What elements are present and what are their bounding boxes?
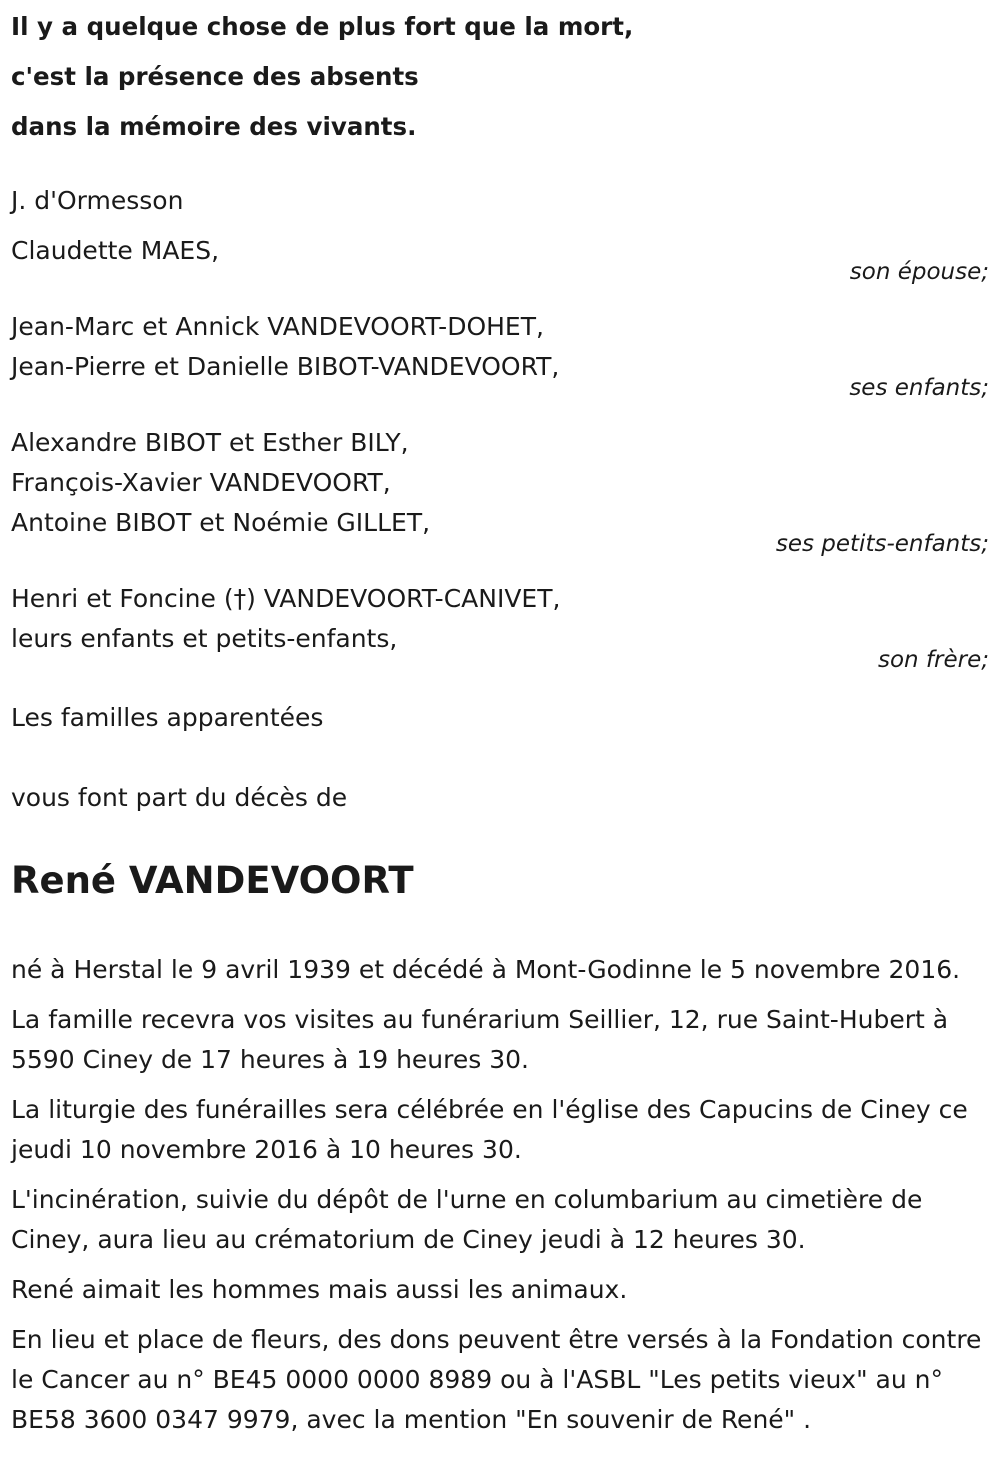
quote-line: c'est la présence des absents [11,62,419,91]
opening-quote [11,2,991,152]
family-member-line: Henri et Foncine (†) VANDEVOORT-CANIVET, [11,584,561,613]
family-member-line: Antoine BIBOT et Noémie GILLET, [11,508,431,537]
relationship-label: son frère; [877,647,989,673]
birth-death-details: né à Herstal le 9 avril 1939 et décédé à Mont-Godinne le 5 novembre 2016. [11,955,961,984]
family-member-line: Alexandre BIBOT et Esther BILY, [11,428,409,457]
funeral-liturgy-details: La liturgie des funérailles sera célébrée en l'église des Capucins de Ciney ce jeudi 10 novembre 2016 à 10 heures 30. [11,1095,968,1164]
family-group-spouse [11,231,991,285]
family-group-children [11,307,991,401]
family-group-grandchildren [11,423,991,557]
relationship-label: son épouse; [849,259,989,285]
quote-line: dans la mémoire des vivants. [11,112,417,141]
quote-line: Il y a quelque chose de plus fort que la mort, [11,12,634,41]
family-group-relatives [11,698,991,738]
family-member-line: François-Xavier VANDEVOORT, [11,468,391,497]
family-member-line: Les familles apparentées [11,703,324,732]
announcement-text: vous font part du décès de [11,783,348,812]
quote-author: J. d'Ormesson [11,186,184,215]
family-member-line: Jean-Pierre et Danielle BIBOT-VANDEVOORT, [11,352,560,381]
personal-note: René aimait les hommes mais aussi les animaux. [11,1275,628,1304]
donation-details: En lieu et place de fleurs, des dons peuvent être versés à la Fondation contre le Cancer au n° BE45 0000 0000 8989 ou à l'ASBL "Les petits vieux" au n° BE58 3600 0347 9979, avec la mention "En souvenir de René" . [11,1325,982,1434]
family-member-line: Claudette MAES, [11,236,220,265]
family-member-line: leurs enfants et petits-enfants, [11,624,398,653]
relationship-label: ses enfants; [849,375,989,401]
cremation-details: L'incinération, suivie du dépôt de l'urne en columbarium au cimetière de Ciney, aura lieu au crématorium de Ciney jeudi à 12 heures 30. [11,1185,923,1254]
visitation-details: La famille recevra vos visites au funérarium Seillier, 12, rue Saint-Hubert à 5590 Ciney de 17 heures à 19 heures 30. [11,1005,949,1074]
family-group-brother [11,579,991,673]
deceased-name: René VANDEVOORT [11,859,414,902]
obituary-notice [11,0,991,1440]
relationship-label: ses petits-enfants; [775,531,989,557]
family-member-line: Jean-Marc et Annick VANDEVOORT-DOHET, [11,312,544,341]
